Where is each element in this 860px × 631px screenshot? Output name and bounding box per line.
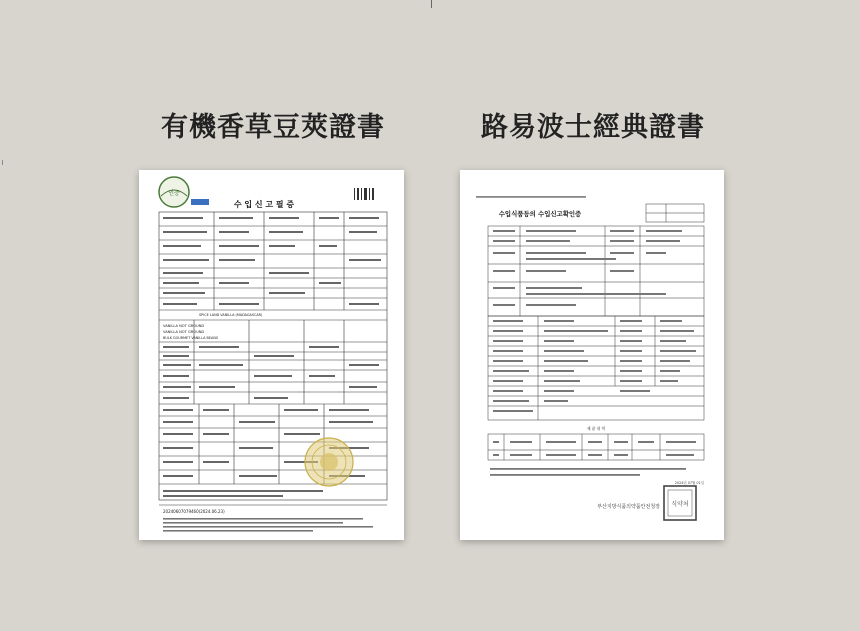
svg-text:식약처: 식약처	[671, 501, 689, 508]
detail-text-lines	[493, 441, 696, 456]
applicant-text-lines	[493, 230, 682, 306]
top-divider-mark	[431, 0, 432, 8]
brand-name: SPICE LAND VANILLA (MADAGASCAR)	[199, 313, 263, 317]
item-name-1: VANILLA NOT GROUND	[163, 324, 205, 328]
applicant-info-table	[488, 226, 704, 316]
gold-seal-icon	[305, 438, 353, 486]
barcode-icon	[354, 188, 374, 200]
notes-text-lines	[490, 468, 686, 476]
product-detail-table	[488, 434, 704, 460]
svg-text:인증: 인증	[168, 190, 180, 197]
item-description: BULK GOURMET VANILLA BEANS	[163, 336, 219, 340]
heading-vanilla-certificate: 有機香草豆莢證書	[161, 112, 385, 143]
footer-text-lines	[163, 518, 373, 532]
issue-date: 2024년 07월 01일	[674, 481, 704, 485]
product-section-label: 제 품 내 역	[586, 426, 606, 431]
header-note-lines	[476, 196, 586, 198]
import-declaration-title: 수 입 신 고 필 증	[233, 200, 295, 209]
vanilla-certificate-scan	[139, 170, 404, 540]
rooibos-certificate-scan	[460, 170, 724, 540]
issuing-authority: 부산지방식품의약품안전청장	[597, 504, 660, 510]
agency-mark	[191, 199, 209, 205]
organic-logo-icon	[159, 177, 189, 207]
rooibos-certificate-document	[460, 170, 724, 540]
side-edge-mark	[2, 160, 3, 165]
heading-rooibos-certificate: 路易波士經典證書	[481, 112, 705, 143]
confirmation-title: 수입식품등의 수입신고확인증	[498, 210, 582, 218]
item-name-2: VANILLA NOT GROUND	[163, 330, 205, 334]
official-stamp-icon	[664, 486, 696, 520]
vanilla-certificate-document	[139, 170, 404, 540]
certificate-number: 20240607079460(2024.06.23)	[163, 509, 225, 514]
receipt-box	[646, 204, 704, 222]
